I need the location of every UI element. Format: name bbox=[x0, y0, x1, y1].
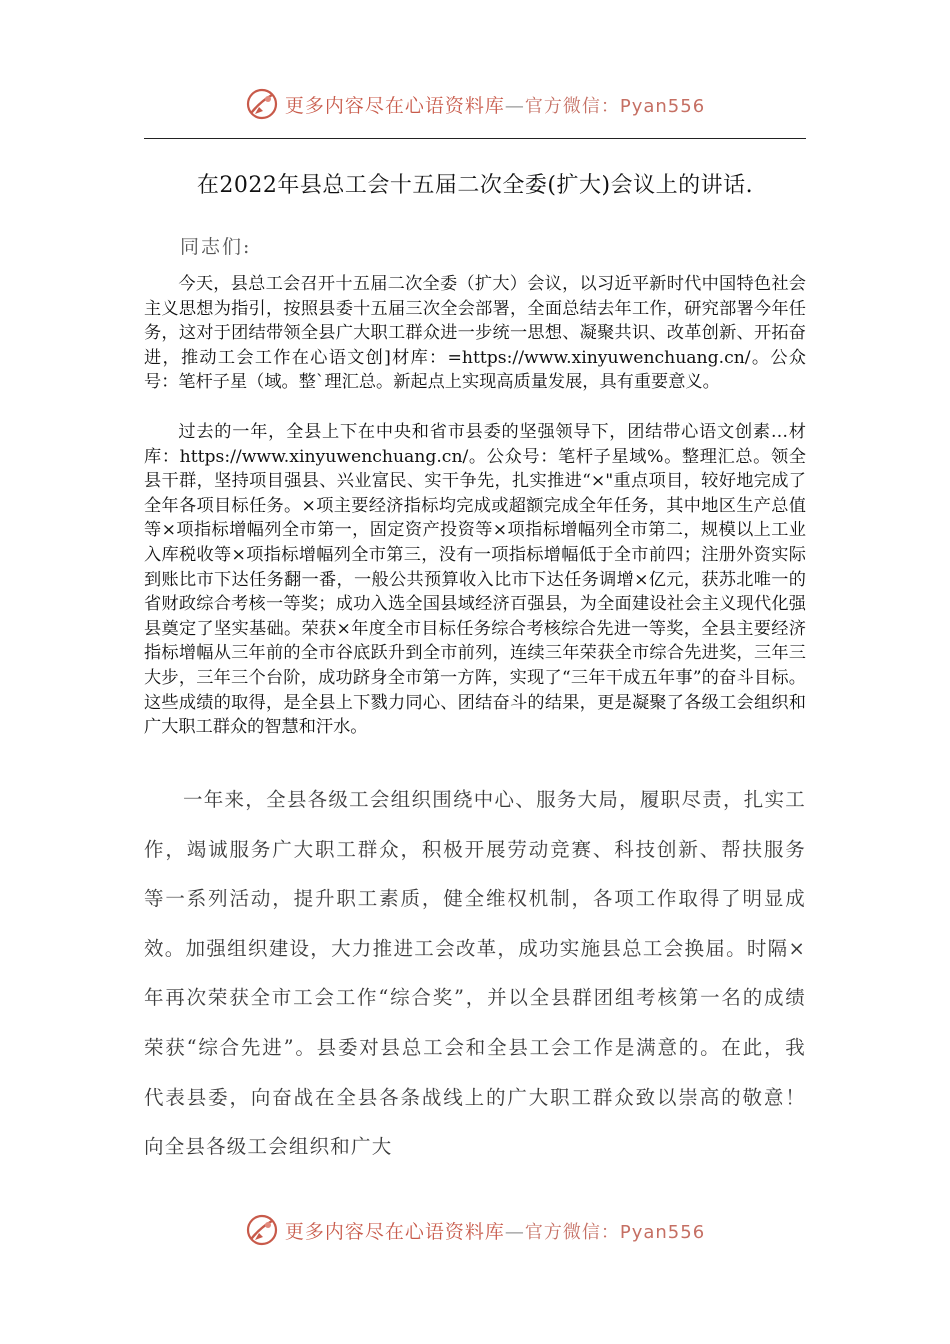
pen-ribbon-logo-icon bbox=[245, 87, 279, 121]
document-title: 在2022年县总工会十五届二次全委(扩大)会议上的讲话. bbox=[196, 173, 754, 198]
paragraph-1: 今天，县总工会召开十五届二次全委（扩大）会议，以习近平新时代中国特色社会主义思想为指引，按照县委十五届三次全会部署，全面总结去年工作，研究部署今年任务，这对于团结带领全县广大职工群众进一步统一思想、凝聚共识、改革创新、开拓奋进，推动工会工作在心语文创]材库：=https://www.xinyuwenchuang.cn/。公众号：笔杆子星（域。整`理汇总。新起点上实现高质量发展，具有重要意义。 bbox=[144, 274, 806, 393]
banner-main-text: 更多内容尽在心语资料库 bbox=[284, 94, 505, 117]
banner-separator: — bbox=[504, 94, 525, 117]
banner-wechat-text: 官方微信：Pyan556 bbox=[524, 1221, 706, 1243]
pen-ribbon-logo-icon bbox=[245, 1213, 279, 1247]
salutation: 同志们: bbox=[180, 236, 252, 258]
header-banner bbox=[0, 84, 950, 124]
banner-text bbox=[285, 1217, 705, 1244]
footer-banner bbox=[0, 1210, 950, 1250]
banner-text bbox=[285, 91, 705, 118]
banner-wechat-text: 官方微信：Pyan556 bbox=[524, 95, 706, 117]
banner-separator: — bbox=[504, 1220, 525, 1243]
paragraph-3: 一年来，全县各级工会组织围绕中心、服务大局，履职尽责，扎实工作，竭诚服务广大职工群众，积极开展劳动竞赛、科技创新、帮扶服务等一系列活动，提升职工素质，健全维权机制，各项工作取得了明显成效。加强组织建设，大力推进工会改革，成功实施县总工会换届。时隔×年再次荣获全市工会工作“综合奖”，并以全县群团组考核第一名的成绩荣获“综合先进”。县委对县总工会和全县工会工作是满意的。在此，我代表县委，向奋战在全县各条战线上的广大职工群众致以崇高的敬意！向全县各级工会组织和广大 bbox=[144, 788, 806, 1159]
banner-main-text: 更多内容尽在心语资料库 bbox=[284, 1220, 505, 1243]
header-divider bbox=[144, 138, 806, 139]
paragraph-2: 过去的一年，全县上下在中央和省市县委的坚强领导下，团结带心语文创素…材库：https://www.xinyuwenchuang.cn/。公众号：笔杆子星域%。整理汇总。领全县干群，坚持项目强县、兴业富民、实干争先，扎实推进“×"重点项目，较好地完成了全年各项目标任务。×项主要经济指标均完成或超额完成全年任务，其中地区生产总值等×项指标增幅列全市第一，固定资产投资等×项指标增幅列全市第二，规模以上工业入库税收等×项指标增幅列全市第三，没有一项指标增幅低于全市前四；注册外资实际到账比市下达任务翻一番，一般公共预算收入比市下达任务调增×亿元，获苏北唯一的省财政综合考核一等奖；成功入选全国县域经济百强县，为全面建设社会主义现代化强县奠定了坚实基础。荣获×年度全市目标任务综合考核综合先进一等奖，全县主要经济指标增幅从三年前的全市谷底跃升到全市前列，连续三年荣获全市综合先进奖，三年三大步，三年三个台阶，成功跻身全市第一方阵，实现了“三年干成五年事”的奋斗目标。这些成绩的取得，是全县上下戮力同心、团结奋斗的结果，更是凝聚了各级工会组织和广大职工群众的智慧和汗水。 bbox=[144, 422, 806, 738]
